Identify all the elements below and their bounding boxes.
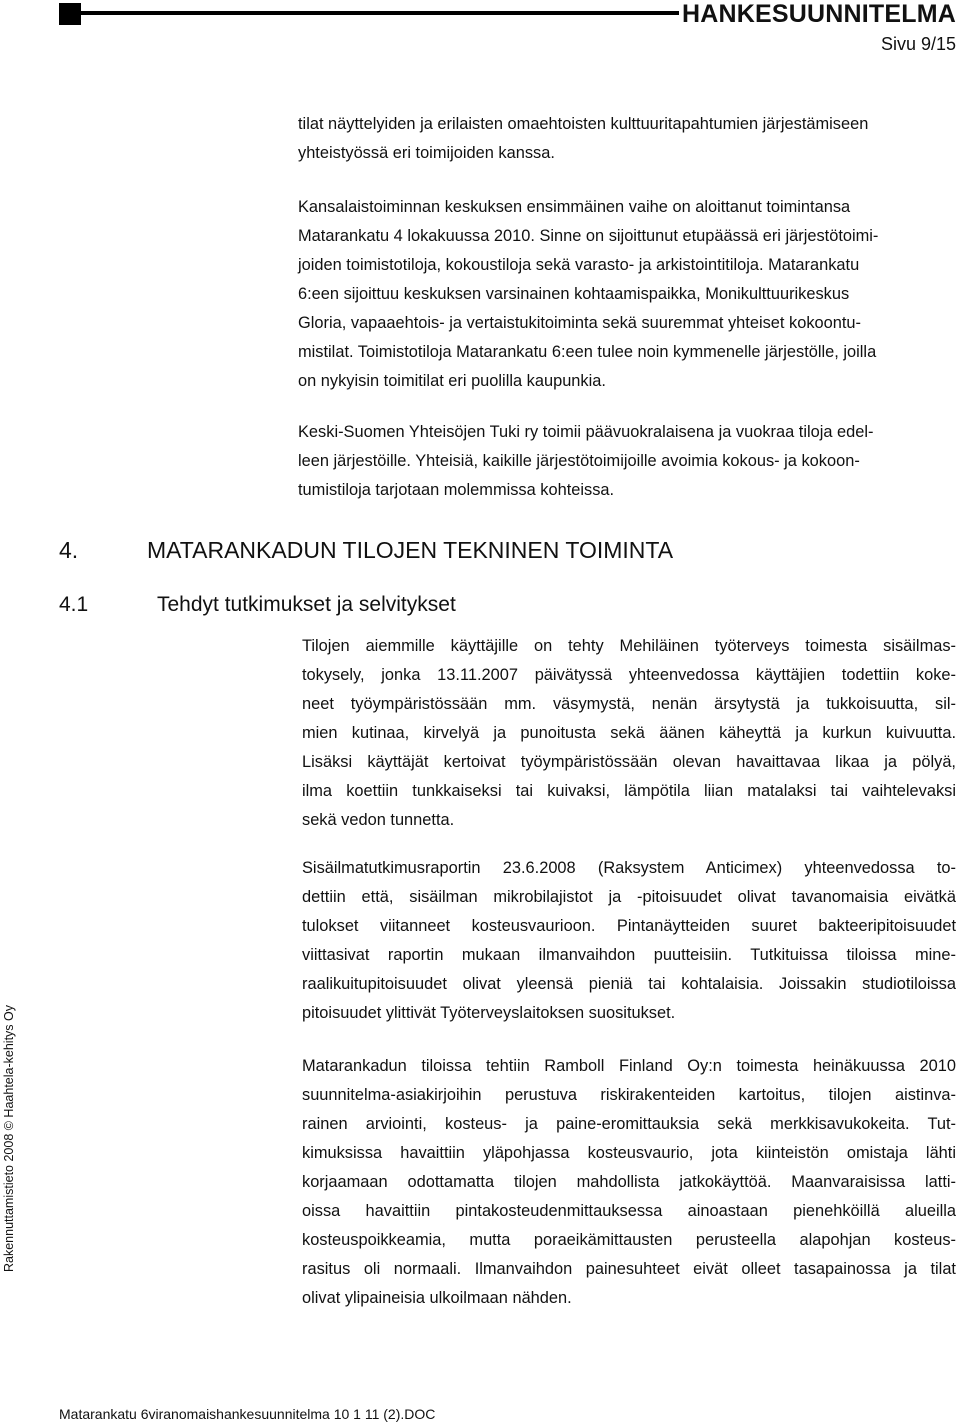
text-line: Kansalaistoiminnan keskuksen ensimmäinen vaihe on aloittanut toimintansa	[298, 198, 851, 216]
text-line: tilat näyttelyiden ja erilaisten omaehtoisten kulttuuritapahtumien järjestämiseen	[298, 115, 869, 133]
paragraph-survey	[302, 632, 956, 835]
text-line: Lisäksi käyttäjät kertoivat työympäristössään olevan havaittavaa likaa ja pölyä,	[302, 753, 956, 771]
document-title: HANKESUUNNITELMA	[681, 0, 956, 28]
text-line: Keski-Suomen Yhteisöjen Tuki ry toimii päävuokralaisena ja vuokraa tiloja edel-	[298, 423, 874, 441]
page-number: Sivu 9/15	[880, 34, 956, 54]
text-line: ilma koettiin tunkkaiseksi tai kuivaksi, lämpötila liian matalaksi tai vaihtelevaksi	[302, 782, 956, 800]
text-line: suunnitelma-asiakirjoihin perustuva riskirakenteiden kartoitus, tilojen aistinva-	[302, 1086, 956, 1104]
text-line: tokysely, jonka 13.11.2007 päivätyssä yhteenvedossa käyttäjien todettiin koke-	[302, 666, 956, 684]
subsection-title: Tehdyt tutkimukset ja selvitykset	[157, 593, 456, 616]
text-line: Sisäilmatutkimusraportin 23.6.2008 (Raksystem Anticimex) yhteenvedossa to-	[302, 859, 956, 877]
text-line: oissa havaittiin pintakosteudenmittauksessa ainoastaan pienehköillä alueilla	[302, 1202, 956, 1220]
text-line: on nykyisin toimitilat eri puolilla kaupunkia.	[298, 372, 606, 390]
section-number: 4.	[59, 537, 79, 563]
text-line: mistilat. Toimistotiloja Matarankatu 6:een tulee noin kymmenelle järjestölle, joilla	[298, 343, 877, 361]
text-line: Gloria, vapaaehtois- ja vertaistukitoiminta sekä suuremmat yhteiset kokoontu-	[298, 314, 862, 332]
text-line: raalikuitupitoisuudet olivat yleensä pieniä tai kohtalaisia. Joissakin studiotiloissa	[302, 975, 956, 993]
text-line: rasitus oli normaali. Ilmanvaihdon painesuhteet eivät olleet tasapainossa ja tilat	[302, 1260, 956, 1278]
text-line: sekä vedon tunnetta.	[302, 811, 455, 829]
paragraph-center	[298, 193, 878, 396]
text-line: korjaamaan odottamatta tilojen mahdollista jatkokäyttöä. Maanvaraisissa latti-	[302, 1173, 956, 1191]
text-line: neet työympäristössään mm. väsymystä, nenän ärsytystä ja tukkoisuutta, sil-	[302, 695, 956, 713]
subsection-number: 4.1	[59, 593, 89, 616]
subsection-heading	[59, 593, 456, 617]
text-line: yhteistyössä eri toimijoiden kanssa.	[298, 144, 555, 162]
text-line: tulokset viitanneet kosteusvaurioon. Pintanäytteiden suuret bakteeripitoisuudet	[302, 917, 956, 935]
paragraph-tenant	[298, 418, 874, 505]
text-line: Matarankadun tiloissa tehtiin Ramboll Finland Oy:n toimesta heinäkuussa 2010	[302, 1057, 956, 1075]
footer-filename: Matarankatu 6viranomaishankesuunnitelma 10 1 11 (2).DOC	[59, 1406, 436, 1422]
text-line: joiden toimistotiloja, kokoustiloja sekä varasto- ja arkistointitiloja. Matarankatu	[298, 256, 860, 274]
text-line: dettiin että, sisäilman mikrobilajistot ja -pitoisuudet olivat tavanomaisia eivätkä	[302, 888, 956, 906]
paragraph-intro	[298, 110, 868, 168]
text-line: kosteuspoikkeamia, mutta poraeikämittausten perusteella alapohjan kosteus-	[302, 1231, 956, 1249]
copyright-sidebar: Rakennuttamistieto 2008 © Haahtela-kehitys Oy	[2, 1005, 16, 1272]
text-line: Matarankatu 4 lokakuussa 2010. Sinne on sijoittunut etupäässä eri järjestötoimi-	[298, 227, 879, 245]
text-line: 6:een sijoittuu keskuksen varsinainen kohtaamispaikka, Monikulttuurikeskus	[298, 285, 850, 303]
section-heading	[59, 537, 673, 564]
text-line: tumistiloja tarjotaan molemmissa kohteissa.	[298, 481, 615, 499]
header-rule	[81, 11, 679, 15]
text-line: viittasivat raportin mukaan ilmanvaihdon puutteisiin. Tutkituissa tiloissa mine-	[302, 946, 956, 964]
text-line: mien kutinaa, kirvelyä ja punoitusta sekä äänen käheyttä ja kurkun kuivuutta.	[302, 724, 956, 742]
text-line: Tilojen aiemmille käyttäjille on tehty Mehiläinen työterveys toimesta sisäilmas-	[302, 637, 956, 655]
text-line: leen järjestöille. Yhteisiä, kaikille järjestötoimijoille avoimia kokous- ja kokoon-	[298, 452, 860, 470]
text-line: olivat ylipaineisia ulkoilmaan nähden.	[302, 1289, 572, 1307]
paragraph-report	[302, 854, 956, 1028]
section-title: MATARANKADUN TILOJEN TEKNINEN TOIMINTA	[147, 537, 674, 563]
text-line: rainen arviointi, kosteus- ja paine-eromittauksia sekä merkkisavukokeita. Tut-	[302, 1115, 956, 1133]
header-square-mark	[59, 3, 81, 25]
paragraph-ramboll	[302, 1052, 956, 1313]
text-line: pitoisuudet ylittivät Työterveyslaitoksen suositukset.	[302, 1004, 676, 1022]
text-line: kimuksissa havaittiin yläpohjassa kosteusvaurio, jota kiinteistön omistaja lähti	[302, 1144, 956, 1162]
